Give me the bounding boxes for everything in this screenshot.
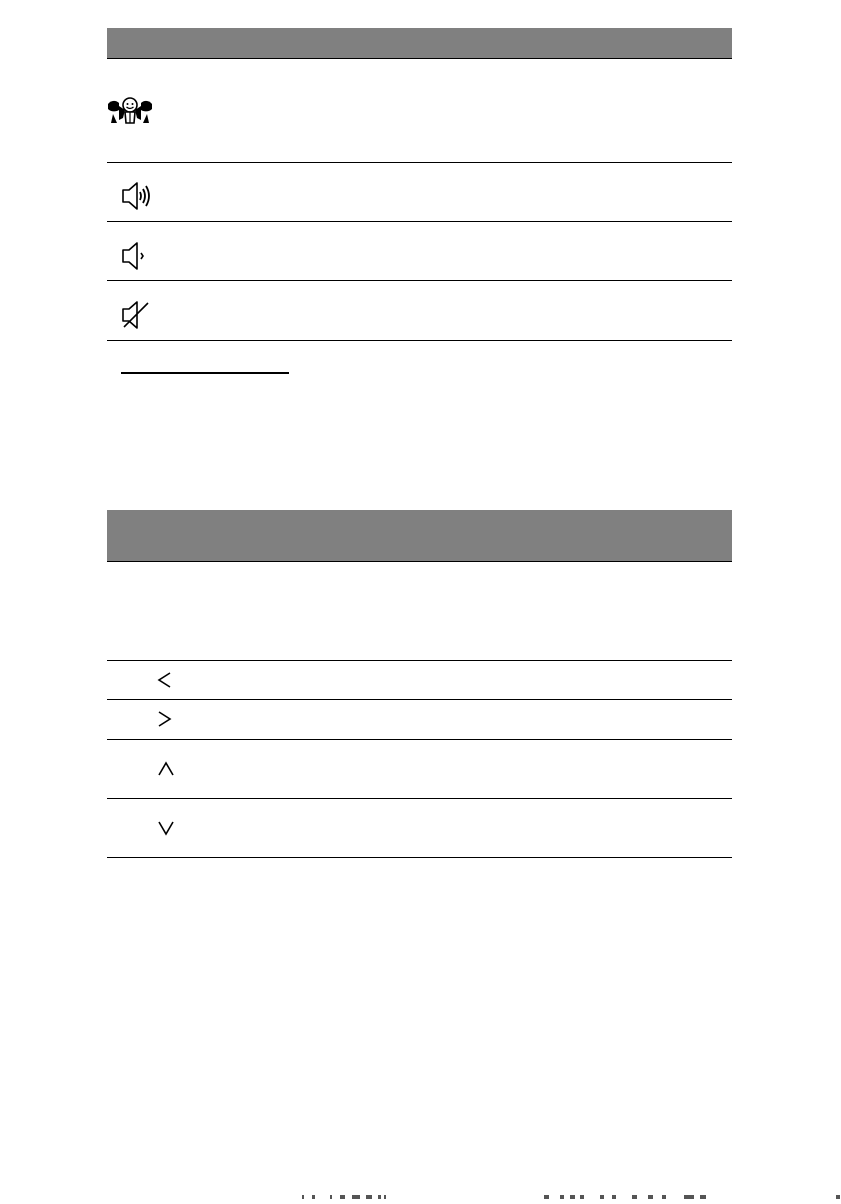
arrow-down-icon — [156, 818, 176, 838]
table-row — [107, 163, 732, 222]
mute-icon — [121, 300, 155, 330]
page-footer-crop — [0, 1186, 841, 1191]
table-row — [107, 222, 732, 281]
communication-key-icon — [107, 96, 153, 126]
table-row — [107, 661, 732, 700]
navigation-table-header — [107, 510, 732, 562]
navigation-table — [107, 510, 732, 858]
section-heading-underline — [121, 372, 289, 374]
volume-up-icon — [121, 181, 155, 211]
table-row — [107, 740, 732, 799]
arrow-up-icon — [156, 759, 176, 779]
table-row — [107, 799, 732, 858]
table-row — [107, 700, 732, 740]
arrow-right-icon — [155, 709, 175, 729]
table-row — [107, 59, 732, 163]
volume-down-icon — [121, 241, 151, 271]
table-row — [107, 562, 732, 661]
hotkey-table — [107, 28, 732, 341]
hotkey-table-header — [107, 28, 732, 59]
arrow-left-icon — [155, 670, 175, 690]
table-row — [107, 281, 732, 341]
